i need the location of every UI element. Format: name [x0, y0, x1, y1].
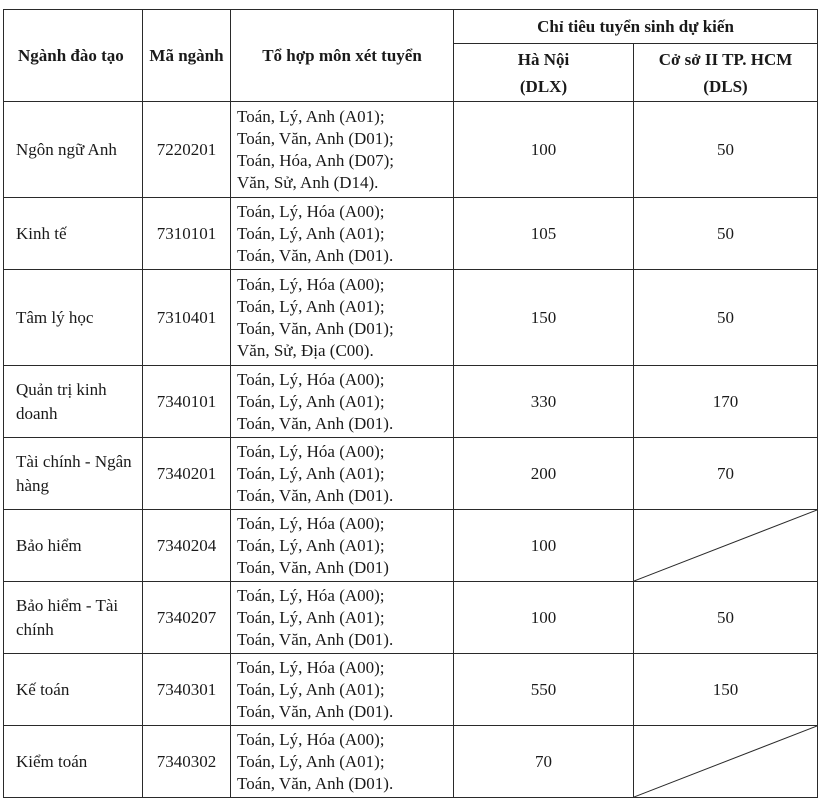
subject-combo-line: Toán, Văn, Anh (D01);: [237, 318, 394, 338]
header-code-label: Mã ngành: [149, 46, 224, 65]
subject-combo-cell: [231, 198, 454, 270]
subject-combo-cell: [231, 102, 454, 198]
major-code-cell: 7340207: [143, 582, 231, 654]
hcm-quota-cell: 50: [634, 198, 818, 270]
table-row: [4, 438, 818, 510]
major-code-cell: 7340204: [143, 510, 231, 582]
subject-combo-line: Toán, Văn, Anh (D01): [237, 557, 389, 577]
header-hcm-label: Cở sở II TP. HCM: [658, 49, 793, 69]
major-code-cell: 7310101: [143, 198, 231, 270]
hanoi-quota-cell: 105: [454, 198, 634, 270]
subject-combo-cell: [231, 510, 454, 582]
subject-combo-cell: [231, 654, 454, 726]
hcm-quota-cell: 150: [634, 654, 818, 726]
major-name-cell: Ngôn ngữ Anh: [4, 102, 143, 198]
major-name-cell: Quản trị kinh doanh: [4, 366, 143, 438]
hanoi-quota-cell: 100: [454, 582, 634, 654]
subject-combo-line: Toán, Hóa, Anh (D07);: [237, 150, 394, 170]
subject-combo-cell: [231, 726, 454, 798]
major-name-cell: Kế toán: [4, 654, 143, 726]
subject-combo-line: Toán, Lý, Hóa (A00);: [237, 585, 385, 605]
table-row: [4, 582, 818, 654]
hanoi-quota-cell: 550: [454, 654, 634, 726]
hanoi-quota-cell: 150: [454, 270, 634, 366]
subject-combo-line: Toán, Lý, Hóa (A00);: [237, 513, 385, 533]
subject-combo-cell: [231, 438, 454, 510]
subject-combo-cell: [231, 582, 454, 654]
subject-combo-line: Toán, Lý, Anh (A01);: [237, 751, 385, 771]
subject-combo-line: Toán, Lý, Anh (A01);: [237, 296, 385, 316]
subject-combo-line: Toán, Văn, Anh (D01).: [237, 245, 394, 265]
header-combo-label: Tổ hợp môn xét tuyển: [262, 45, 422, 65]
hcm-quota-cell: 70: [634, 438, 818, 510]
header-major: [4, 10, 143, 102]
hanoi-quota-cell: 70: [454, 726, 634, 798]
subject-combo-line: Toán, Lý, Hóa (A00);: [237, 441, 385, 461]
header-hanoi-code: (DLX): [519, 76, 568, 96]
hanoi-quota-cell: 100: [454, 102, 634, 198]
table-row: [4, 366, 818, 438]
major-code-cell: 7340101: [143, 366, 231, 438]
header-hcm-code: (DLS): [703, 76, 748, 96]
diagonal-slash: [634, 726, 817, 797]
admission-quota-table: [3, 9, 818, 798]
hcm-quota-cell: 50: [634, 102, 818, 198]
header-quota: [454, 10, 818, 44]
subject-combo-line: Toán, Văn, Anh (D01).: [237, 701, 394, 721]
subject-combo-line: Toán, Lý, Anh (A01);: [237, 607, 385, 627]
major-name-cell: Tài chính - Ngân hàng: [4, 438, 143, 510]
hanoi-quota-cell: 330: [454, 366, 634, 438]
subject-combo-line: Toán, Lý, Hóa (A00);: [237, 201, 385, 221]
major-code-cell: 7220201: [143, 102, 231, 198]
subject-combo-line: Toán, Lý, Anh (A01);: [237, 391, 385, 411]
subject-combo-line: Toán, Văn, Anh (D01).: [237, 413, 394, 433]
subject-combo-line: Toán, Lý, Hóa (A00);: [237, 657, 385, 677]
subject-combo-cell: [231, 366, 454, 438]
subject-combo-line: Toán, Lý, Hóa (A00);: [237, 274, 385, 294]
major-name-cell: Bảo hiểm: [4, 510, 143, 582]
subject-combo-line: Văn, Sử, Địa (C00).: [237, 340, 374, 360]
major-code-cell: 7310401: [143, 270, 231, 366]
subject-combo-line: Toán, Lý, Hóa (A00);: [237, 369, 385, 389]
subject-combo-line: Toán, Lý, Anh (A01);: [237, 535, 385, 555]
major-name-cell: Bảo hiểm - Tài chính: [4, 582, 143, 654]
subject-combo-line: Toán, Lý, Anh (A01);: [237, 679, 385, 699]
hcm-quota-cell: 50: [634, 582, 818, 654]
header-quota-label: Chỉ tiêu tuyển sinh dự kiến: [537, 16, 734, 36]
diagonal-slash: [634, 510, 817, 581]
hcm-quota-cell: 170: [634, 366, 818, 438]
header-hcm: [634, 44, 818, 102]
table-row: [4, 198, 818, 270]
hcm-quota-cell-not-offered: [634, 726, 818, 798]
major-name-cell: Tâm lý học: [4, 270, 143, 366]
table-row: [4, 102, 818, 198]
table-row: [4, 654, 818, 726]
subject-combo-line: Toán, Văn, Anh (D01).: [237, 485, 394, 505]
header-hanoi: [454, 44, 634, 102]
table-row: [4, 510, 818, 582]
subject-combo-line: Toán, Lý, Anh (A01);: [237, 106, 385, 126]
subject-combo-cell: [231, 270, 454, 366]
header-code: [143, 10, 231, 102]
hanoi-quota-cell: 100: [454, 510, 634, 582]
major-code-cell: 7340301: [143, 654, 231, 726]
major-code-cell: 7340201: [143, 438, 231, 510]
subject-combo-line: Toán, Văn, Anh (D01);: [237, 128, 394, 148]
major-name-cell: Kinh tế: [4, 198, 143, 270]
table-row: [4, 726, 818, 798]
hcm-quota-cell: 50: [634, 270, 818, 366]
subject-combo-line: Văn, Sử, Anh (D14).: [237, 172, 379, 192]
subject-combo-line: Toán, Lý, Hóa (A00);: [237, 729, 385, 749]
major-name-cell: Kiểm toán: [4, 726, 143, 798]
subject-combo-line: Toán, Lý, Anh (A01);: [237, 223, 385, 243]
header-hanoi-label: Hà Nội: [517, 49, 570, 69]
major-code-cell: 7340302: [143, 726, 231, 798]
subject-combo-line: Toán, Lý, Anh (A01);: [237, 463, 385, 483]
header-major-label: Ngành đào tạo: [18, 46, 124, 65]
hanoi-quota-cell: 200: [454, 438, 634, 510]
table-body: [4, 102, 818, 798]
hcm-quota-cell-not-offered: [634, 510, 818, 582]
subject-combo-line: Toán, Văn, Anh (D01).: [237, 773, 394, 793]
header-combo: [231, 10, 454, 102]
subject-combo-line: Toán, Văn, Anh (D01).: [237, 629, 394, 649]
table-row: [4, 270, 818, 366]
